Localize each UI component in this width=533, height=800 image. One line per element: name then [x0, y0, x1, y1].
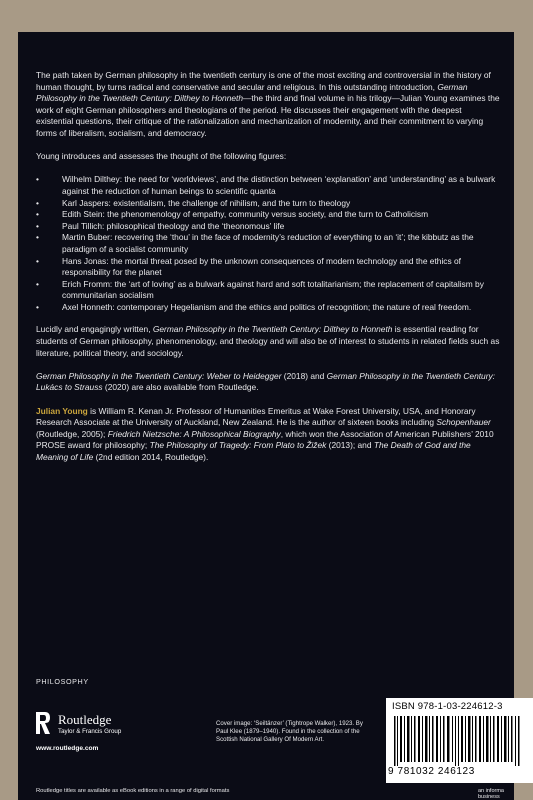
publisher-name: Routledge — [58, 712, 112, 727]
subject-category: PHILOSOPHY — [36, 677, 89, 686]
publisher-url[interactable]: www.routledge.com — [36, 745, 99, 752]
ebook-note: Routledge titles are available as eBook editions in a range of digital formats — [36, 788, 230, 794]
list-item: • Axel Honneth: contemporary Hegelianism and the ethics and politics of recognition; the nature of real freedom. — [36, 301, 472, 312]
back-cover-panel — [18, 32, 514, 800]
barcode-digits: 9 781032 246123 — [388, 766, 475, 777]
volumes-paragraph: German Philosophy in the Twentieth Century: Weber to Heidegger (2018) and German Philosophy in the Twentieth Century: Lukács to Strauss (2020) are also available from Routledge. — [36, 370, 496, 393]
isbn-barcode — [386, 698, 533, 783]
cover-image-credit: Cover image: ‘Seiltänzer’ (Tightrope Walker), 1923. By Paul Klee (1879–1940). Found in the collection of the Scottish National Gallery Of Modern Art. — [216, 720, 363, 743]
list-item: • Karl Jaspers: existentialism, the challenge of nihilism, and the turn to theology — [36, 197, 351, 208]
list-item: • Martin Buber: recovering the ‘thou’ in the face of modernity’s reduction of everything to an ‘it’; the kibbutz as the paradigm of a socialist community — [36, 232, 474, 254]
list-item: • Edith Stein: the phenomenology of empathy, community versus society, and the turn to Catholicism — [36, 209, 429, 220]
barcode-icon — [392, 716, 528, 766]
lucid-paragraph: Lucidly and engagingly written, German Philosophy in the Twentieth Century: Dilthey to Honneth is essential reading for students of German philosophy, phenomenology, and theology and will also be of interest to students in related fields such as literature, political theory, and sociology. — [36, 324, 500, 358]
isbn-label: ISBN 978-1-03-224612-3 — [392, 701, 503, 712]
list-item: • Paul Tillich: philosophical theology and the ‘theonomous’ life — [36, 220, 285, 231]
blurb — [36, 70, 500, 475]
list-item: • Hans Jonas: the mortal threat posed by the unknown consequences of modern technology and the ethics of responsibility for the planet — [36, 255, 461, 278]
publisher-group: Taylor & Francis Group — [58, 728, 122, 735]
author-bio: Julian Young is William R. Kenan Jr. Professor of Humanities Emeritus at Wake Forest University, USA, and Honorary Research Associate at the University of Auckland, New Zealand. He is the author of sixteen books including Schopenhauer (Routledge, 2005); Friedrich Nietzsche: A Philosophical Biography, which won the Association of American Publishers’ 2010 PROSE award for philosophy; The Philosophy of Tragedy: From Plato to Žižek (2013); and The Death of God and the Meaning of Life (2nd edition 2014, Routledge). — [36, 405, 494, 462]
informa-tagline: an informa business — [478, 788, 504, 800]
intro-paragraph: The path taken by German philosophy in the twentieth century is one of the most exciting and controversial in the history of human thought, by turns radical and conservative and secular and religious. In this outstanding introduction, German Philosophy in the Twentieth Century: Dilthey to Honneth—the third and final volume in his trilogy—Julian Young examines the work of eight German philosophers and theologians of the period. He discusses their engagement with the deepest existential questions, their critique of the rationalization and mechanization of modernity, and their commitment to varying forms of liberalism, socialism, and democracy. — [36, 70, 500, 138]
figures-list — [36, 174, 500, 313]
author-name: Julian Young — [36, 405, 88, 416]
figures-intro: Young introduces and assesses the thought of the following figures: — [36, 151, 287, 162]
list-item: • Wilhelm Dilthey: the need for ‘worldviews’, and the distinction between ‘explanation’ and ‘understanding’ as a bulwark against the reduction of human beings to scientific quanta — [36, 174, 496, 196]
routledge-logo-icon — [36, 712, 50, 734]
list-item: • Erich Fromm: the ‘art of loving’ as a bulwark against hard and soft totalitarianism; the replacement of capitalism by communitarian socialism — [36, 278, 484, 301]
